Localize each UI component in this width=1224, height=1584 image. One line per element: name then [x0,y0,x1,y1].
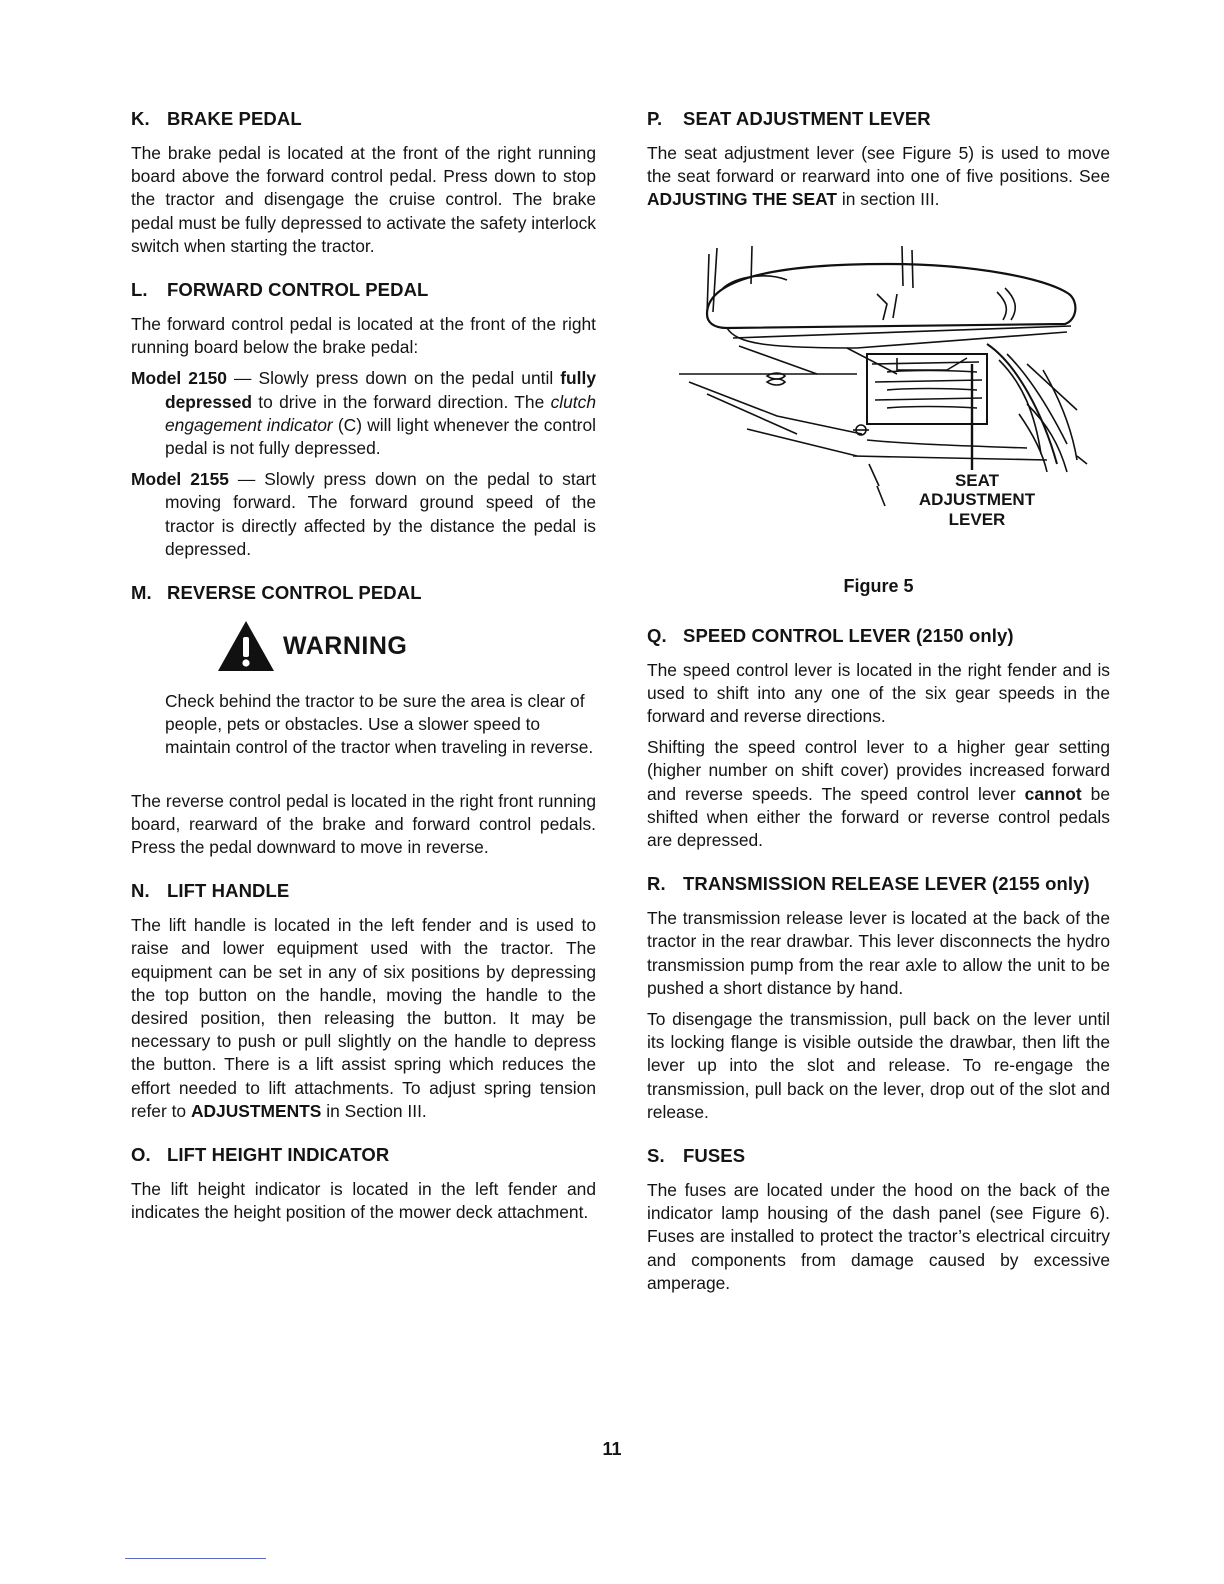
section-r-transmission-release-lever [647,871,1110,1124]
section-body: The seat adjustment lever (see Figure 5) is used to move the seat forward or rearward into one of five positions. See ADJUSTING THE SEAT in section III. [647,143,1110,210]
right-column [647,106,1110,1303]
left-column [131,106,596,1233]
footer-rule [125,1558,266,1559]
section-heading: K. BRAKE PEDAL [131,108,302,129]
warning-text: Check behind the tractor to be sure the area is clear of people, pets or obstacles. Use a slower speed to maintain control of the tractor when traveling in reverse. [165,691,594,758]
section-heading: P. SEAT ADJUSTMENT LEVER [647,108,931,129]
section-body: To disengage the transmission, pull back on the lever until its locking flange is visible outside the drawbar, then lift the lever up into the slot and release. To re-engage the transmission, pull back on the lever, drop out of the slot and release. [647,1009,1110,1122]
section-p-seat-adjustment-lever [647,106,1110,212]
section-intro: The forward control pedal is located at the front of the right running board below the brake pedal: [131,314,596,358]
figure-5-caption: Figure 5 [843,575,914,596]
warning-triangle-icon [215,618,277,674]
seat-adjustment-lever-callout: SEAT ADJUSTMENT LEVER [918,470,1036,529]
section-k-brake-pedal [131,106,596,258]
section-n-lift-handle [131,878,596,1123]
section-heading: M. REVERSE CONTROL PEDAL [131,582,422,604]
section-body: The fuses are located under the hood on the back of the indicator lamp housing of the dash panel (see Figure 6). Fuses are installed to protect the tractor’s electrical circuitry and components from damage caused by excessive amperage. [647,1180,1110,1293]
page-number: 11 [602,1439,622,1459]
warning-box [131,616,596,760]
section-heading: Q. SPEED CONTROL LEVER (2150 only) [647,624,1014,646]
section-body: The reverse control pedal is located in the right front running board, rearward of the brake and forward control pedals. Press the pedal downward to move in reverse. [131,790,596,858]
section-body: Shifting the speed control lever to a higher gear setting (higher number on shift cover) provides increased forward and reverse speeds. The speed control lever cannot be shifted when either the forward or reverse control pedals are depressed. [647,737,1110,851]
section-body: The speed control lever is located in the right fender and is used to shift into any one of the six gear speeds in the forward and reverse directions. [647,659,1110,727]
section-s-fuses [647,1143,1110,1295]
figure-5-seat-illustration [647,224,1110,564]
section-q-speed-control-lever [647,623,1110,853]
section-o-lift-height-indicator [131,1142,596,1224]
model-2150-paragraph: Model 2150 — Slowly press down on the pedal until fully depressed to drive in the forward direction. The clutch engagement indicator (C) will light whenever the control pedal is not fully depressed. [131,368,596,459]
section-l-forward-control-pedal [131,277,596,561]
section-body: The lift height indicator is located in the left fender and indicates the height position of the mower deck attachment. [131,1179,596,1223]
section-heading: N. LIFT HANDLE [131,880,290,902]
warning-header [215,616,596,676]
section-heading: R. TRANSMISSION RELEASE LEVER (2155 only) [647,873,1090,895]
section-heading: S. FUSES [647,1145,746,1167]
section-body: The transmission release lever is located at the back of the tractor in the rear drawbar. This lever disconnects the hydro transmission pump from the rear axle to allow the unit to be pushed a short distance by hand. [647,908,1110,998]
section-heading: L. FORWARD CONTROL PEDAL [131,279,429,301]
warning-title: WARNING [283,631,408,660]
section-m-reverse-control-pedal [131,580,596,859]
section-body: The brake pedal is located at the front of the right running board above the forward control pedal. Press down to stop the tractor and disengage the cruise control. The brake pedal must be fully depressed to activate the safety interlock switch when starting the tractor. [131,143,596,256]
section-heading: O. LIFT HEIGHT INDICATOR [131,1144,390,1166]
model-2155-paragraph: Model 2155 — Slowly press down on the pedal to start moving forward. The forward ground speed of the tractor is directly affected by the distance the pedal is depressed. [131,469,596,559]
section-body: The lift handle is located in the left fender and is used to raise and lower equipment used with the tractor. The equipment can be set in any of six positions by depressing the top button on the handle, moving the handle to the desired position, then releasing the button. It may be necessary to push or pull slightly on the handle to depress the button. There is a lift assist spring which reduces the effort needed to lift attachments. To adjust spring tension refer to ADJUSTMENTS in Section III. [131,915,596,1121]
